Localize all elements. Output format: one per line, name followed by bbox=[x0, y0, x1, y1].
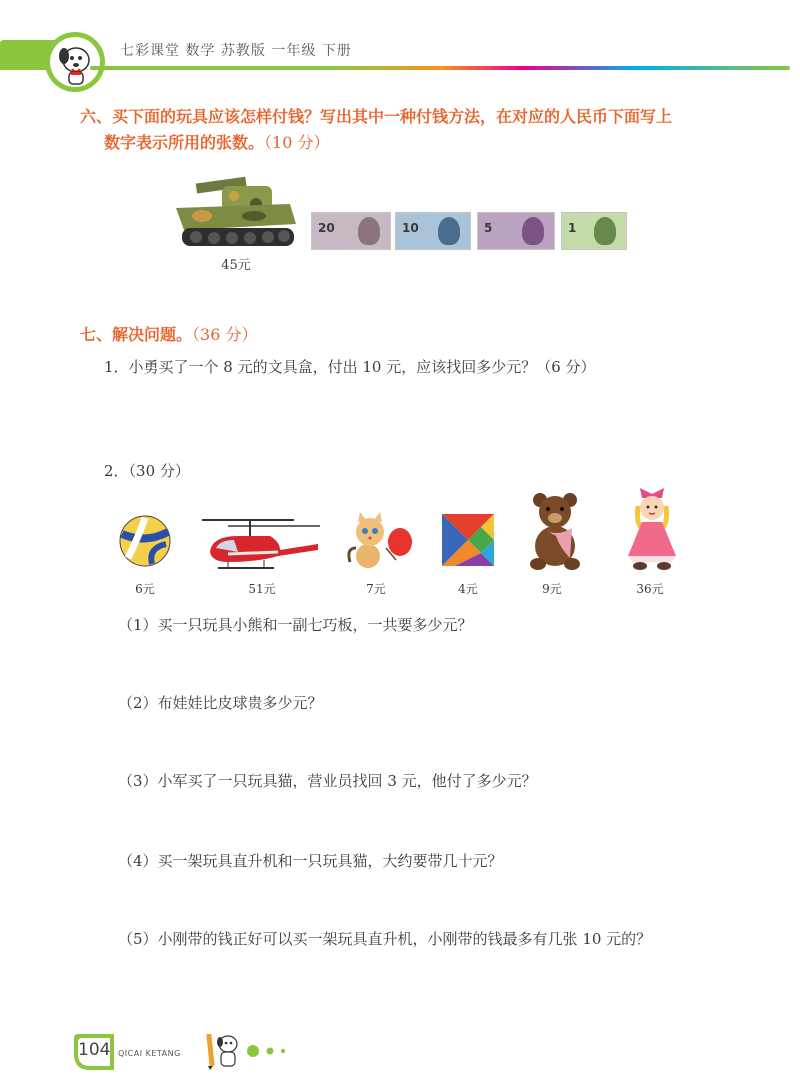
portrait-icon bbox=[438, 217, 460, 245]
section-6-title-line1: 六、买下面的玩具应该怎样付钱？写出其中一种付钱方法，在对应的人民币下面写上 bbox=[80, 107, 673, 126]
sub-question-1: （1）买一只玩具小熊和一副七巧板，一共要多少元？ bbox=[118, 616, 473, 634]
question-1: 1．小勇买了一个 8 元的文具盒，付出 10 元，应该找回多少元？（6 分） bbox=[104, 358, 596, 376]
tangram-image bbox=[442, 514, 494, 566]
section-7-points: （36 分） bbox=[192, 325, 258, 344]
tank-price: 45元 bbox=[221, 258, 251, 273]
sub-question-4: （4）买一架玩具直升机和一只玩具猫，大约要带几十元？ bbox=[118, 852, 503, 870]
sub-question-5: （5）小刚带的钱正好可以买一架玩具直升机，小刚带的钱最多有几张 10 元的？ bbox=[118, 930, 652, 948]
note-value: 5 bbox=[484, 221, 493, 235]
section-7-title bbox=[80, 322, 257, 348]
note-value: 1 bbox=[568, 221, 577, 235]
toy-tank-image bbox=[172, 164, 300, 254]
cat-price: 7元 bbox=[366, 582, 386, 596]
question-2-label: 2．（30 分） bbox=[104, 462, 190, 480]
portrait-icon bbox=[522, 217, 544, 245]
brand-name: QICAI KETANG bbox=[118, 1049, 181, 1058]
dog-with-pencil-icon bbox=[204, 1030, 244, 1070]
volleyball-image bbox=[118, 514, 172, 568]
header-title: 七彩课堂 数学 苏教版 一年级 下册 bbox=[120, 43, 352, 59]
doll-image bbox=[620, 484, 684, 572]
cat-image bbox=[346, 512, 418, 572]
note-value: 20 bbox=[318, 221, 335, 235]
helicopter-image bbox=[198, 512, 326, 572]
section-7-title-text: 七、解决问题。 bbox=[80, 325, 193, 344]
header-rainbow-line bbox=[90, 66, 790, 70]
page-number: 104 bbox=[78, 1040, 111, 1060]
bear-price: 9元 bbox=[542, 582, 562, 596]
ten-yuan-note bbox=[395, 212, 471, 250]
note-value: 10 bbox=[402, 221, 419, 235]
decorative-dots-icon bbox=[246, 1044, 290, 1058]
helicopter-price: 51元 bbox=[248, 582, 276, 596]
volleyball-price: 6元 bbox=[135, 582, 155, 596]
twenty-yuan-note bbox=[311, 212, 391, 250]
doll-price: 36元 bbox=[636, 582, 664, 596]
five-yuan-note bbox=[477, 212, 555, 250]
sub-question-3: （3）小军买了一只玩具猫，营业员找回 3 元，他付了多少元？ bbox=[118, 772, 537, 790]
section-6-points: （10 分） bbox=[264, 133, 330, 152]
sub-question-2: （2）布娃娃比皮球贵多少元？ bbox=[118, 694, 323, 712]
dog-mascot-icon bbox=[52, 38, 100, 88]
bear-image bbox=[526, 492, 584, 572]
one-yuan-note bbox=[561, 212, 627, 250]
portrait-icon bbox=[358, 217, 380, 245]
section-6-title-line2 bbox=[104, 130, 329, 156]
section-6-title-text: 数字表示所用的张数。 bbox=[104, 133, 265, 152]
tangram-price: 4元 bbox=[458, 582, 478, 596]
portrait-icon bbox=[594, 217, 616, 245]
